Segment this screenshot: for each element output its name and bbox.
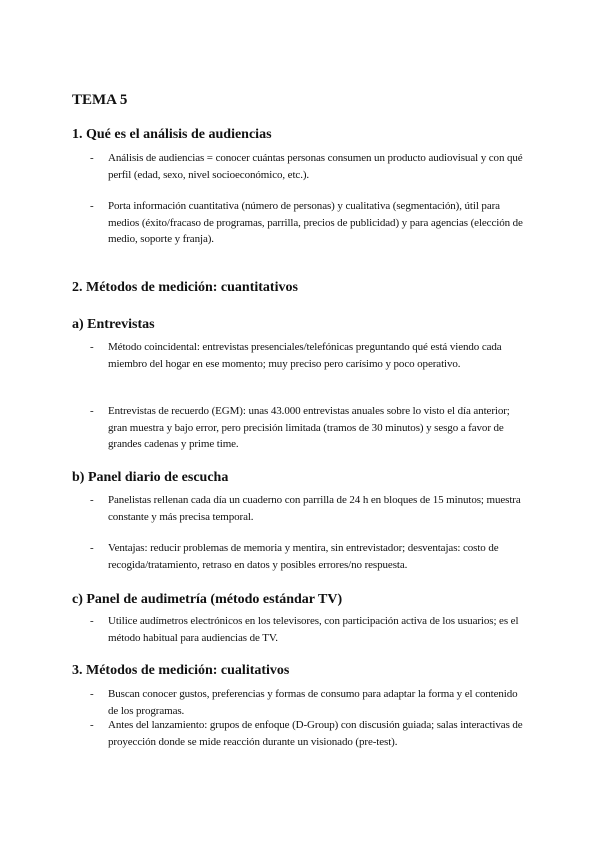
bullet-dash: - — [90, 341, 94, 353]
section-heading-2 — [72, 280, 532, 296]
list-item-text: Antes del lanzamiento: grupos de enfoque (D-Group) con discusión guiada; salas interactivas de proyección donde se mide reacción durante un visionado (pre-test). — [108, 719, 523, 748]
bullet-dash: - — [90, 688, 94, 700]
bullet-dash: - — [90, 152, 94, 164]
list-item — [90, 717, 530, 750]
bullet-dash: - — [90, 200, 94, 212]
bullet-dash: - — [90, 719, 94, 731]
bullet-dash: - — [90, 494, 94, 506]
list-item-text: Entrevistas de recuerdo (EGM): unas 43.000 entrevistas anuales sobre lo visto el día anterior; gran muestra y bajo error, pero precisión limitada (tramos de 30 minutos) y sesgo a favor de grandes cadenas y prime time. — [108, 405, 510, 450]
section-heading-3 — [72, 663, 532, 679]
subsection-heading-a — [72, 317, 532, 333]
page-title-block — [72, 92, 532, 109]
bullet-dash: - — [90, 615, 94, 627]
section-heading: 1. Qué es el análisis de audiencias — [72, 127, 272, 142]
list-item — [90, 492, 530, 525]
bullet-dash: - — [90, 542, 94, 554]
subsection-heading-c — [72, 592, 532, 608]
subsection-heading: a) Entrevistas — [72, 317, 155, 332]
list-item — [90, 150, 530, 183]
list-item — [90, 339, 530, 372]
page-title: TEMA 5 — [72, 92, 128, 108]
subsection-heading: b) Panel diario de escucha — [72, 470, 229, 485]
list-item — [90, 686, 530, 719]
list-item-text: Utilice audímetros electrónicos en los televisores, con participación activa de los usuarios; es el método habitual para audiencias de TV. — [108, 615, 519, 644]
bullet-dash: - — [90, 405, 94, 417]
subsection-heading-b — [72, 470, 532, 486]
section-heading-1 — [72, 127, 532, 143]
list-item-text: Método coincidental: entrevistas presenciales/telefónicas preguntando qué está viendo cada miembro del hogar en ese momento; muy preciso pero carísimo y poco operativo. — [108, 341, 502, 370]
list-item-text: Análisis de audiencias = conocer cuántas personas consumen un producto audiovisual y con qué perfil (edad, sexo, nivel socioeconómico, etc.). — [108, 152, 523, 181]
section-heading: 2. Métodos de medición: cuantitativos — [72, 280, 298, 295]
list-item — [90, 540, 530, 573]
list-item-text: Ventajas: reducir problemas de memoria y mentira, sin entrevistador; desventajas: costo de recogida/tratamiento, retraso en datos y posibles errores/no respuesta. — [108, 542, 499, 571]
list-item-text: Buscan conocer gustos, preferencias y formas de consumo para adaptar la forma y el contenido de los programas. — [108, 688, 518, 717]
subsection-heading: c) Panel de audimetría (método estándar TV) — [72, 592, 343, 607]
list-item-text: Porta información cuantitativa (número de personas) y cualitativa (segmentación), útil para medios (éxito/fracaso de programas, parrilla, precios de publicidad) y para agencias (elección de medio, soporte y franja). — [108, 200, 523, 245]
list-item — [90, 198, 530, 248]
list-item — [90, 613, 530, 646]
section-heading: 3. Métodos de medición: cualitativos — [72, 663, 290, 678]
list-item — [90, 403, 530, 453]
list-item-text: Panelistas rellenan cada día un cuaderno con parrilla de 24 h en bloques de 15 minutos; muestra constante y más precisa temporal. — [108, 494, 521, 523]
